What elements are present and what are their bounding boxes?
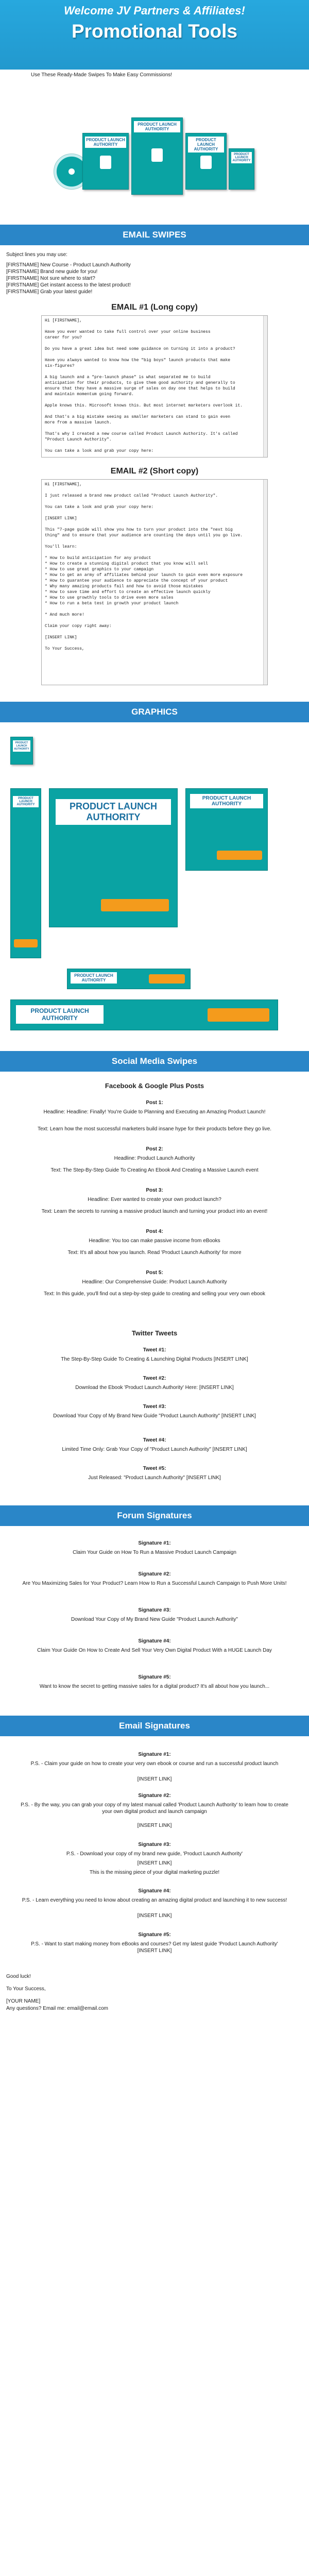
- post-text: Text: In this guide, you'll find out a step-by-step guide to creating and selling your very own ebook: [44, 1291, 265, 1297]
- email-sig-extra: This is the missing piece of your digital marketing puzzle!: [89, 1870, 220, 1875]
- section-forum: Forum Signatures: [0, 1505, 309, 1526]
- forum-sig-text: Claim Your Guide on How To Run a Massive Product Launch Campaign: [73, 1550, 236, 1555]
- hero-subtitle: Use These Ready-Made Swipes To Make Easy Commissions!: [31, 72, 278, 78]
- tweet-label: Tweet #2:: [143, 1376, 166, 1381]
- banner-label: PRODUCT LAUNCH AUTHORITY: [56, 799, 171, 825]
- graphic-large-banner: [49, 788, 178, 927]
- email-sig-label: Signature #2:: [138, 1793, 171, 1799]
- email-sig-link: [INSERT LINK]: [137, 1823, 172, 1828]
- section-graphics: GRAPHICS: [0, 702, 309, 722]
- forum-sig-text: Are You Maximizing Sales for Your Product? Learn How to Run a Successful Launch Campaign to Push More Units!: [22, 1581, 287, 1586]
- post-headline: Headline: Product Launch Authority: [114, 1156, 195, 1161]
- post-label: Post 3:: [146, 1188, 163, 1193]
- email-sig-label: Signature #1:: [138, 1752, 171, 1757]
- post-text: Text: Learn the secrets to running a massive product launch and turning your product into an event!: [41, 1209, 268, 1214]
- twitter-heading: Twitter Tweets: [131, 1329, 178, 1337]
- post-headline: Headline: You too can make passive income from eBooks: [89, 1238, 220, 1244]
- forum-sig-label: Signature #4:: [138, 1638, 171, 1644]
- email-1-body: Hi [FIRSTNAME], Have you ever wanted to take full control over your online business career for you? Do you have a great idea but need some guidance on turning it into a product? Have you always wanted to know how the "big boys" launch products that make six-figures? A big launch and a "pre-launch phase" is what separated me to build anticipation for their products, to give them good authority and generally to ensure that they have a massive surge of sales on day one that helps to build and maintain momentum going forward. Apple knows this. Microsoft knows this. But most internet marketers overlook it. And that's a big mistake seeing as smaller marketers can stand to gain even more from a massive launch. That's why I created a new course called Product Launch Authority. It's called "Product Launch Authority". You can take a look and grab your copy here:: [45, 318, 243, 453]
- graphic-skyscraper: [10, 788, 41, 958]
- banner-label: PRODUCT LAUNCH AUTHORITY: [190, 794, 263, 808]
- footer-sign-off: To Your Success,: [6, 1986, 46, 1992]
- email-2-body: Hi [FIRSTNAME], I just released a brand new product called "Product Launch Authority". You can take a look and grab your copy here: [INSERT LINK] This "7-page guide will show you how to turn your product into the "next big thing" and to ensure that your audience are counting the days until you go live. You'll learn: * How to build anticipation for any product * How to create a stunning digital product that you know will sell * How to use great graphics to your campaign * How to get an army of affiliates behind your launch to gain even more exposure * How to guarantee your audience to appreciate the concept of your product * Why many amazing products fail and how to avoid those mistakes * How to save time and effort to create an effective launch quickly * How to use growthly tools to drive even more sales * How to run a beta test in growth your product launch * And much more! Claim your copy right away: [INSERT LINK] To Your Success,: [45, 482, 243, 651]
- banner-label: PRODUCT LAUNCH AUTHORITY: [13, 796, 39, 807]
- tweet-text: Limited Time Only: Grab Your Copy of "Product Launch Authority" [INSERT LINK]: [62, 1447, 247, 1452]
- banner-button: [14, 939, 38, 947]
- post-headline: Headline: Headline: Finally! You're Guide to Planning and Executing an Amazing Product Launch!: [43, 1109, 266, 1115]
- tweet-text: Download Your Copy of My Brand New Guide "Product Launch Authority" [INSERT LINK]: [53, 1413, 256, 1419]
- graphic-square-banner: [185, 788, 268, 871]
- email-2-textarea[interactable]: [41, 479, 268, 685]
- footer: [6, 1973, 303, 2012]
- subject-line: [FIRSTNAME] Get instant access to the latest product!: [6, 282, 131, 288]
- product-box-label: PRODUCT LAUNCH AUTHORITY: [13, 740, 30, 752]
- product-box-label: PRODUCT LAUNCH AUTHORITY: [188, 137, 224, 152]
- post-label: Post 2:: [146, 1146, 163, 1152]
- forum-sig-label: Signature #1:: [138, 1540, 171, 1546]
- email-sig-link: [INSERT LINK]: [137, 1860, 172, 1866]
- lock-icon: [100, 156, 111, 169]
- email-sig-label: Signature #4:: [138, 1888, 171, 1894]
- post-text: Text: The Step-By-Step Guide To Creating An Ebook And Creating a Massive Launch event: [50, 1167, 259, 1173]
- graphic-leaderboard: [10, 999, 278, 1030]
- forum-sig-text: Download Your Copy of My Brand New Guide "Product Launch Authority": [71, 1617, 238, 1622]
- footer-name: [YOUR NAME]: [6, 1998, 41, 2004]
- post-label: Post 1:: [146, 1100, 163, 1106]
- product-box-label: PRODUCT LAUNCH AUTHORITY: [134, 121, 180, 132]
- email-1-textarea[interactable]: [41, 315, 268, 457]
- email-sig-link: [INSERT LINK]: [137, 1913, 172, 1919]
- tweet-text: Just Released: "Product Launch Authority" [INSERT LINK]: [88, 1475, 221, 1481]
- tweet-label: Tweet #4:: [143, 1437, 166, 1443]
- banner-label: PRODUCT LAUNCH AUTHORITY: [16, 1005, 104, 1024]
- post-text: Text: Learn how the most successful marketers build insane hype for their products before they go live.: [37, 1126, 272, 1132]
- welcome-heading: Welcome JV Partners & Affiliates!: [64, 4, 245, 17]
- section-social: Social Media Swipes: [0, 1051, 309, 1072]
- banner-button: [149, 974, 185, 984]
- scrollbar[interactable]: [263, 480, 267, 685]
- post-label: Post 4:: [146, 1229, 163, 1234]
- forum-sig-text: Claim Your Guide On How to Create And Sell Your Very Own Digital Product With a HUGE Launch Day: [37, 1648, 272, 1653]
- product-box-1: [82, 133, 129, 190]
- email-sig-label: Signature #5:: [138, 1932, 171, 1938]
- email-1-heading: EMAIL #1 (Long copy): [111, 303, 198, 312]
- graphic-wide-banner-1: [67, 969, 191, 989]
- subject-line: [FIRSTNAME] Brand new guide for you!: [6, 269, 98, 275]
- graphic-box-small: [10, 737, 33, 765]
- post-headline: Headline: Our Comprehensive Guide: Product Launch Authority: [82, 1279, 227, 1285]
- page-title: Promotional Tools: [71, 21, 238, 42]
- email-sig-text: P.S. - Learn everything you need to know about creating an amazing digital product and launching it to new success!: [22, 1897, 287, 1903]
- banner-button: [217, 851, 262, 860]
- email-sig-text: P.S. - Claim your guide on how to create your very own ebook or course and run a successful product launch: [30, 1761, 279, 1767]
- tweet-label: Tweet #1:: [143, 1347, 166, 1353]
- email-sig-link: [INSERT LINK]: [137, 1776, 172, 1782]
- lock-icon: [151, 148, 163, 162]
- email-sig-text: P.S. - By the way, you can grab your copy of my latest manual called 'Product Launch Authority' to learn how to create your own digital product and launch campaign: [21, 1802, 288, 1815]
- forum-sig-text: Want to know the secret to getting massive sales for a digital product? It's all about how you launch...: [39, 1684, 270, 1689]
- product-box-4: [229, 148, 254, 190]
- tweet-text: Download the Ebook 'Product Launch Authority' Here: [INSERT LINK]: [75, 1385, 234, 1391]
- product-box-label: PRODUCT LAUNCH AUTHORITY: [231, 152, 252, 163]
- forum-sig-label: Signature #2:: [138, 1571, 171, 1577]
- email-sig-text: P.S. - Download your copy of my brand new guide, 'Product Launch Authority': [66, 1851, 243, 1857]
- section-email-swipes: EMAIL SWIPES: [0, 225, 309, 245]
- footer-good-luck: Good luck!: [6, 1974, 31, 1979]
- banner-button: [101, 899, 169, 911]
- tweet-label: Tweet #5:: [143, 1466, 166, 1471]
- forum-sig-label: Signature #3:: [138, 1607, 171, 1613]
- lock-icon: [200, 156, 212, 169]
- subject-line: [FIRSTNAME] Grab your latest guide!: [6, 289, 93, 295]
- subject-intro: Subject lines you may use:: [6, 252, 67, 258]
- scrollbar[interactable]: [263, 316, 267, 457]
- facebook-heading: Facebook & Google Plus Posts: [105, 1082, 204, 1090]
- tweet-label: Tweet #3:: [143, 1404, 166, 1410]
- product-mockups: [0, 112, 309, 210]
- forum-sig-label: Signature #5:: [138, 1674, 171, 1680]
- email-sig-text: P.S. - Want to start making money from eBooks and courses? Get my latest guide 'Product Launch Authority' [INSERT LINK]: [31, 1941, 278, 1954]
- section-email-signatures: Email Signatures: [0, 1716, 309, 1736]
- post-text: Text: It's all about how you launch. Read 'Product Launch Authority' for more: [67, 1250, 242, 1256]
- product-box-3: [185, 133, 227, 190]
- banner-button: [208, 1008, 269, 1022]
- tweet-text: The Step-By-Step Guide To Creating & Launching Digital Products [INSERT LINK]: [61, 1357, 248, 1362]
- subject-line: [FIRSTNAME] Not sure where to start?: [6, 276, 95, 281]
- product-box-label: PRODUCT LAUNCH AUTHORITY: [85, 137, 126, 148]
- product-box-2: [131, 117, 183, 195]
- subject-line: [FIRSTNAME] New Course - Product Launch Authority: [6, 262, 131, 268]
- post-label: Post 5:: [146, 1270, 163, 1276]
- email-2-heading: EMAIL #2 (Short copy): [110, 467, 199, 476]
- banner-label: PRODUCT LAUNCH AUTHORITY: [71, 972, 117, 984]
- post-headline: Headline: Ever wanted to create your own product launch?: [88, 1197, 221, 1202]
- email-sig-label: Signature #3:: [138, 1842, 171, 1848]
- footer-contact[interactable]: Any questions? Email me: email@email.com: [6, 2006, 109, 2011]
